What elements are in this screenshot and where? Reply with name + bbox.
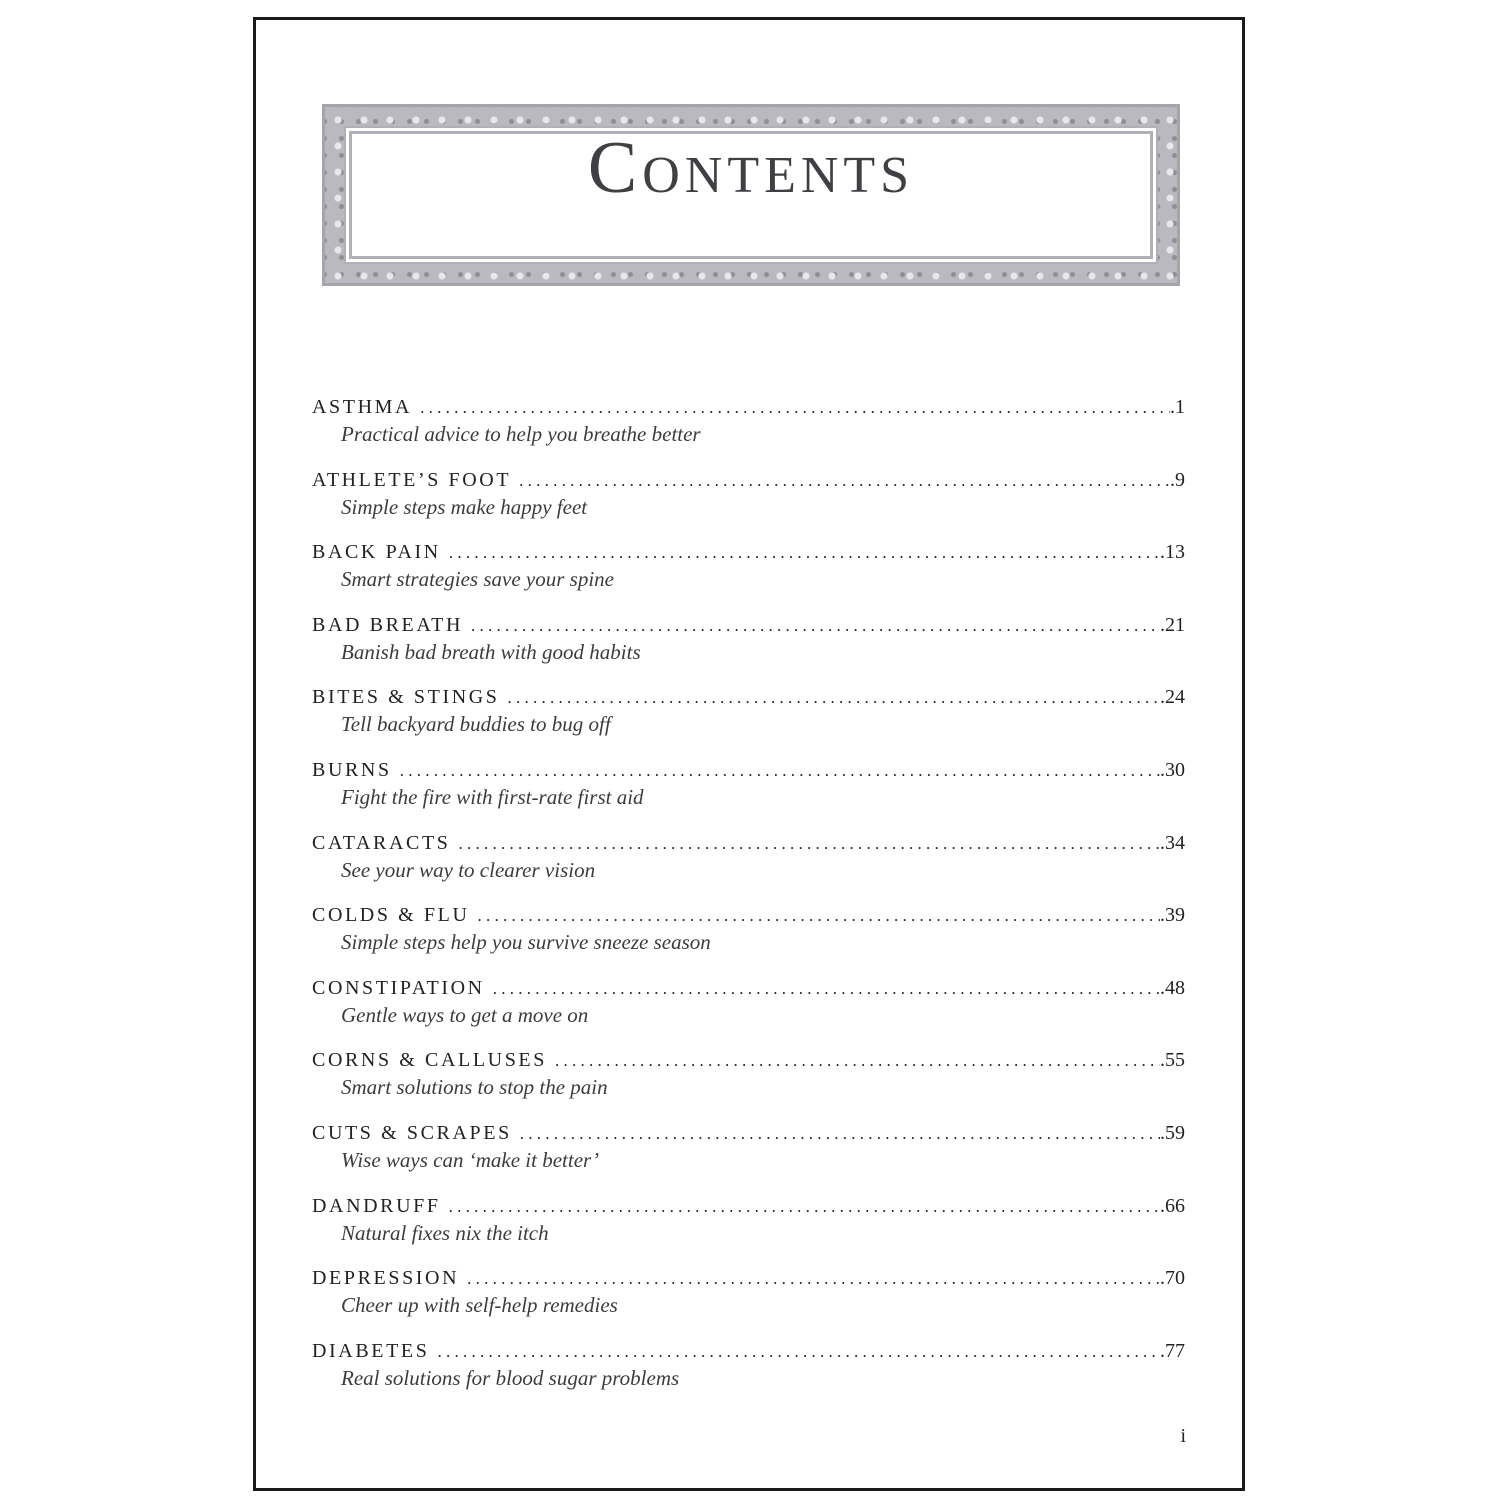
toc-entry-page: .9 [1170, 468, 1185, 491]
toc-entry[interactable] [312, 1193, 1185, 1266]
toc-entry[interactable] [312, 975, 1185, 1048]
dot-leader [449, 540, 1160, 566]
toc-entry[interactable] [312, 467, 1185, 540]
page-number: i [1180, 1425, 1186, 1447]
toc-entry-page: .1 [1170, 396, 1185, 418]
toc-entry-title: BAD BREATH [312, 613, 464, 636]
toc-entry-description: Real solutions for blood sugar problems [341, 1365, 680, 1390]
toc-entry-title: COLDS & FLU [312, 904, 470, 927]
toc-entry-title: BITES & STINGS [312, 686, 500, 709]
toc-entry-title: BACK PAIN [312, 541, 441, 564]
toc-entry[interactable] [312, 684, 1185, 757]
toc-entry[interactable] [312, 394, 1185, 467]
toc-entry-page: .24 [1160, 686, 1185, 709]
toc-entry-description: Simple steps help you survive sneeze season [341, 930, 711, 955]
dot-leader [478, 903, 1160, 929]
toc-entry[interactable] [312, 830, 1185, 903]
toc-entry-row [312, 467, 1185, 493]
toc-entry-title: DEPRESSION [312, 1267, 460, 1290]
toc-entry-title: DIABETES [312, 1339, 430, 1362]
toc-entry-description: Cheer up with self-help remedies [341, 1293, 618, 1318]
ornamental-title-frame [322, 104, 1180, 286]
toc-entry-row [312, 1265, 1185, 1291]
toc-entry-title: DANDRUFF [312, 1194, 441, 1217]
toc-entry-row [312, 902, 1185, 928]
dot-leader [437, 1339, 1160, 1365]
toc-entry-row [312, 394, 1185, 420]
toc-entry[interactable] [312, 1265, 1185, 1338]
toc-entry-description: Wise ways can ‘make it better’ [341, 1147, 599, 1172]
toc-entry[interactable] [312, 1338, 1185, 1411]
toc-entry-description: Smart solutions to stop the pain [341, 1075, 608, 1100]
toc-entry-description: Gentle ways to get a move on [341, 1002, 589, 1027]
dot-leader [449, 1194, 1160, 1220]
dot-leader [520, 1121, 1160, 1147]
toc-entry-row [312, 975, 1185, 1001]
toc-entry-description: Natural fixes nix the itch [341, 1220, 549, 1245]
toc-entry-page: .59 [1160, 1121, 1185, 1144]
toc-entry-title: ATHLETE’S FOOT [312, 468, 512, 491]
toc-entry-page: .30 [1160, 758, 1185, 781]
toc-entry[interactable] [312, 757, 1185, 830]
dot-leader [555, 1048, 1160, 1074]
toc-entry-description: Fight the fire with first-rate first aid [341, 784, 644, 809]
toc-entry[interactable] [312, 1120, 1185, 1193]
toc-entry-description: Banish bad breath with good habits [341, 639, 641, 664]
toc-entry-page: .21 [1160, 613, 1185, 636]
toc-entry-row [312, 757, 1185, 783]
toc-entry-title: BURNS [312, 758, 392, 781]
toc-entry-page: .55 [1160, 1049, 1185, 1072]
toc-entry-row [312, 539, 1185, 565]
toc-entry-row [312, 684, 1185, 710]
dot-leader [459, 831, 1161, 857]
toc-entry[interactable] [312, 539, 1185, 612]
toc-entry-page: .48 [1160, 976, 1185, 999]
page-title: Contents [587, 126, 915, 209]
toc-entry-page: .70 [1160, 1267, 1185, 1290]
toc-entry-page: .77 [1160, 1339, 1185, 1362]
dot-leader [400, 758, 1160, 784]
toc-entry-description: Practical advice to help you breathe better [341, 422, 701, 446]
toc-entry-row [312, 1338, 1185, 1364]
toc-entry-row [312, 830, 1185, 856]
title-panel [349, 126, 1153, 259]
dot-leader [467, 1266, 1160, 1292]
table-of-contents [312, 394, 1185, 1410]
toc-entry-title: CUTS & SCRAPES [312, 1121, 512, 1144]
dot-leader [508, 685, 1160, 711]
toc-entry-description: Tell backyard buddies to bug off [341, 712, 611, 737]
toc-entry-row [312, 1120, 1185, 1146]
toc-entry-row [312, 1193, 1185, 1219]
dot-leader [493, 976, 1160, 1002]
book-page [253, 17, 1245, 1491]
toc-entry[interactable] [312, 612, 1185, 685]
toc-entry-description: See your way to clearer vision [341, 857, 596, 882]
toc-entry-title: CONSTIPATION [312, 976, 485, 999]
toc-entry-row [312, 612, 1185, 638]
toc-entry-page: .39 [1160, 904, 1185, 927]
toc-entry-page: .34 [1160, 831, 1185, 854]
toc-entry-row [312, 1047, 1185, 1073]
toc-entry-title: CATARACTS [312, 831, 451, 854]
toc-entry-description: Simple steps make happy feet [341, 494, 588, 519]
toc-entry-description: Smart strategies save your spine [341, 567, 614, 592]
dot-leader [420, 395, 1170, 421]
toc-entry-page: .13 [1160, 541, 1185, 564]
toc-entry[interactable] [312, 902, 1185, 975]
toc-entry-title: CORNS & CALLUSES [312, 1049, 547, 1072]
dot-leader [519, 468, 1170, 494]
dot-leader [471, 613, 1160, 639]
toc-entry-title: ASTHMA [312, 396, 413, 418]
toc-entry[interactable] [312, 1047, 1185, 1120]
toc-entry-page: .66 [1160, 1194, 1185, 1217]
